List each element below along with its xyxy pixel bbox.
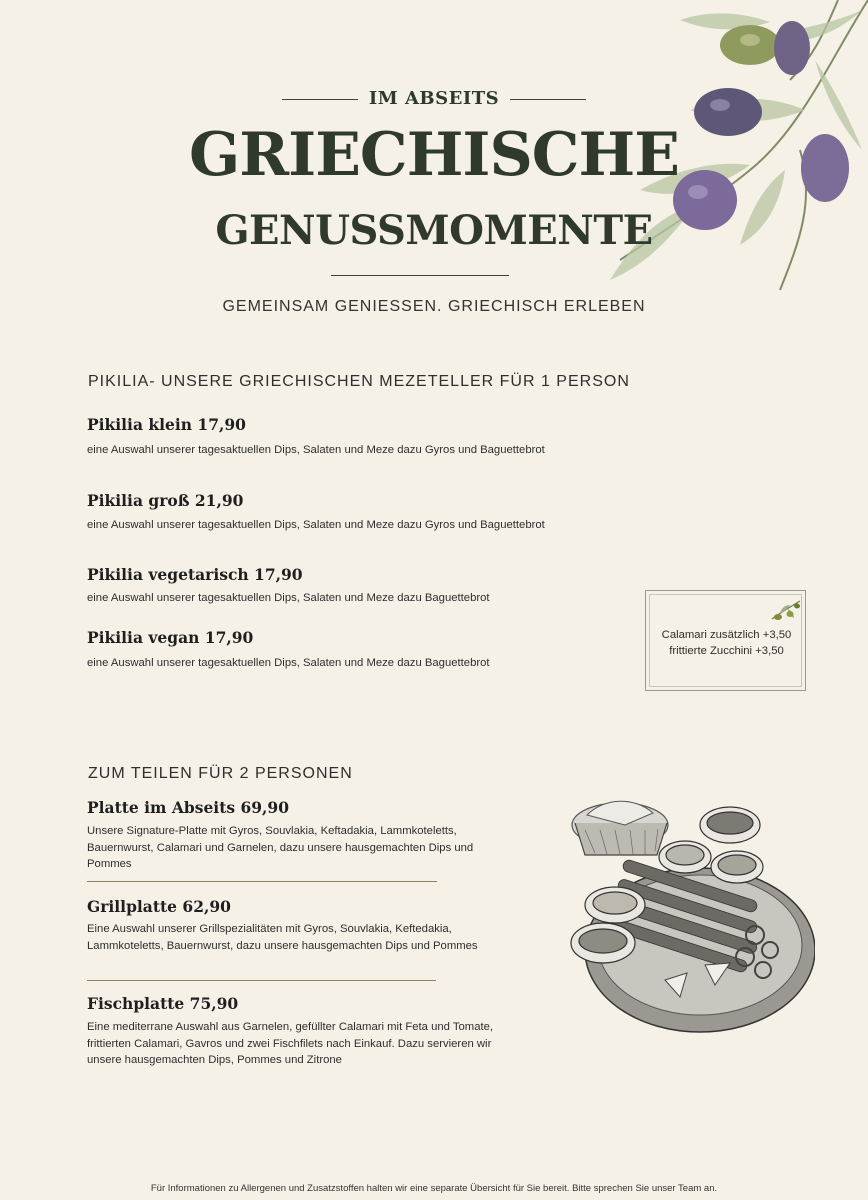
title-rule [331, 275, 509, 276]
section-title-pikilia: PIKILIA- UNSERE GRIECHISCHEN MEZETELLER FÜR 1 PERSON [88, 373, 630, 390]
menu-item-name: Pikilia vegetarisch 17,90 [87, 565, 303, 584]
page-title: GRIECHISCHE [189, 120, 679, 190]
menu-item-name: Pikilia groß 21,90 [87, 491, 244, 510]
menu-item-desc: eine Auswahl unserer tagesaktuellen Dips, Salaten und Meze dazu Baguettebrot [87, 657, 490, 669]
item-divider [87, 881, 437, 882]
extras-box [645, 590, 806, 691]
brand-name: IM ABSEITS [368, 88, 500, 109]
menu-item-desc: eine Auswahl unserer tagesaktuellen Dips, Salaten und Meze dazu Gyros und Baguettebrot [87, 444, 545, 456]
page-subtitle: GENUSSMOMENTE [215, 207, 653, 254]
menu-item-desc: Eine Auswahl unserer Grillspezialitäten mit Gyros, Souvlakia, Keftedakia, Lammkoteletts, Bauernwurst, dazu unsere hausgemachten Dips und Pommes [87, 923, 478, 952]
menu-item-name: Pikilia klein 17,90 [87, 415, 246, 434]
section-title-sharing: ZUM TEILEN FÜR 2 PERSONEN [88, 765, 353, 782]
menu-item-desc: eine Auswahl unserer tagesaktuellen Dips, Salaten und Meze dazu Baguettebrot [87, 592, 490, 604]
tagline: GEMEINSAM GENIESSEN. GRIECHISCH ERLEBEN [222, 298, 646, 315]
extra-zucchini: frittierte Zucchini +3,50 [669, 645, 784, 657]
menu-item-name: Pikilia vegan 17,90 [87, 628, 254, 647]
menu-item-desc: Eine mediterrane Auswahl aus Garnelen, gefüllter Calamari mit Feta und Tomate, frittierten Calamari, Gavros und zwei Fischfilets nach Einkauf. Dazu servieren wir unsere hausgemachten Dips, Pommes und Zitrone [87, 1021, 494, 1066]
menu-item-desc: Unsere Signature-Platte mit Gyros, Souvlakia, Keftadakia, Lammkoteletts, Bauernwurst, Calamari und Garnelen, dazu unsere hausgemachten Dips und Pommes [87, 825, 474, 870]
menu-item-name: Fischplatte 75,90 [87, 994, 239, 1013]
menu-item-name: Platte im Abseits 69,90 [87, 798, 290, 817]
menu-item-name: Grillplatte 62,90 [87, 897, 231, 916]
olive-sprig-icon [770, 597, 802, 623]
allergen-footer-note: Für Informationen zu Allergenen und Zusatzstoffen halten wir eine separate Übersicht für Sie bereit. Bitte sprechen Sie unser Team an. [150, 1183, 718, 1194]
menu-item-desc: eine Auswahl unserer tagesaktuellen Dips, Salaten und Meze dazu Gyros und Baguettebrot [87, 519, 545, 531]
item-divider [87, 980, 436, 981]
platter-illustration [565, 785, 815, 1040]
extra-calamari: Calamari zusätzlich +3,50 [661, 629, 792, 641]
